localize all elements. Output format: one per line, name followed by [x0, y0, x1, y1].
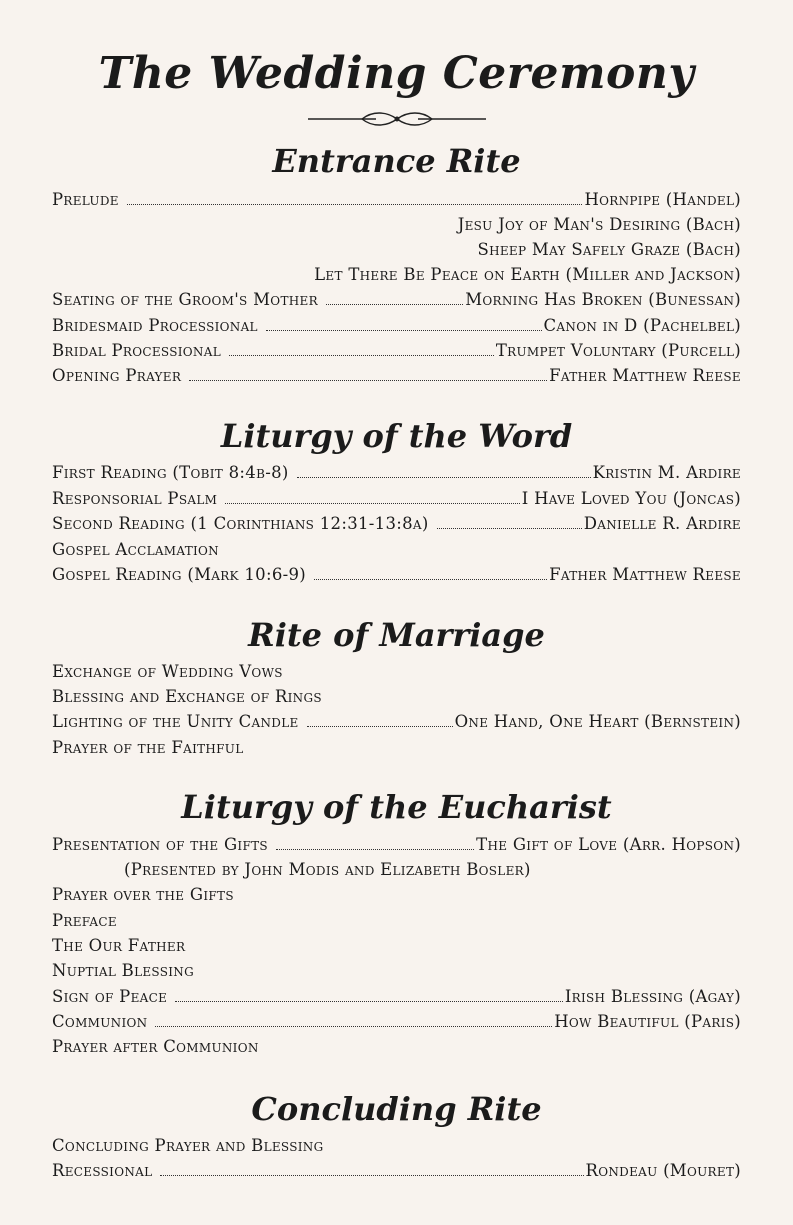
program-row: [52, 240, 741, 262]
section-heading-word: Liturgy of the Word: [220, 417, 573, 455]
row-label: Communion: [52, 1012, 148, 1031]
row-value: One Hand, One Heart (Bernstein): [454, 712, 741, 731]
row-label: Prayer over the Gifts: [52, 885, 234, 904]
row-label: Seating of the Groom's Mother: [52, 290, 318, 309]
row-value: The Gift of Love (Arr. Hopson): [476, 835, 741, 854]
program-row: [52, 835, 741, 857]
program-row: [52, 911, 741, 933]
program-row: [52, 738, 741, 760]
program-row: [52, 860, 741, 882]
dot-leader: [307, 726, 453, 727]
section-heading-eucharist: Liturgy of the Eucharist: [181, 788, 612, 826]
dot-leader: [225, 503, 520, 504]
row-label: Second Reading (1 Corinthians 12:31-13:8a): [52, 514, 429, 533]
row-label: Concluding Prayer and Blessing: [52, 1136, 324, 1155]
program-row: [52, 1136, 741, 1158]
row-label: Responsorial Psalm: [52, 489, 218, 508]
flourish-divider: [306, 108, 488, 130]
dot-leader: [326, 304, 463, 305]
row-label: Prelude: [52, 190, 119, 209]
program-row: [52, 190, 741, 212]
program-row: [52, 316, 741, 338]
row-value: Trumpet Voluntary (Purcell): [495, 341, 741, 360]
dot-leader: [297, 477, 591, 478]
section-heading-entrance: Entrance Rite: [272, 142, 521, 180]
dot-leader: [175, 1001, 563, 1002]
row-label: Recessional: [52, 1161, 153, 1180]
program-row: [52, 712, 741, 734]
row-value: Kristin M. Ardire: [592, 463, 741, 482]
row-label: Exchange of Wedding Vows: [52, 662, 283, 681]
program-row: [52, 565, 741, 587]
row-label: Presentation of the Gifts: [52, 835, 268, 854]
program-row: [52, 687, 741, 709]
row-value: I Have Loved You (Joncas): [521, 489, 741, 508]
program-row: [52, 885, 741, 907]
program-row: [52, 540, 741, 562]
dot-leader: [276, 849, 474, 850]
row-label: Bridesmaid Processional: [52, 316, 258, 335]
row-value: Canon in D (Pachelbel): [543, 316, 741, 335]
dot-leader: [160, 1175, 583, 1176]
row-label: Lighting of the Unity Candle: [52, 712, 299, 731]
dot-leader: [437, 528, 582, 529]
program-row: [52, 265, 741, 287]
program-row: [52, 1037, 741, 1059]
row-value: How Beautiful (Paris): [554, 1012, 741, 1031]
row-value: Rondeau (Mouret): [585, 1161, 741, 1180]
row-label: Gospel Reading (Mark 10:6-9): [52, 565, 307, 584]
program-row: [52, 514, 741, 536]
row-label: Blessing and Exchange of Rings: [52, 687, 322, 706]
row-label: Prayer after Communion: [52, 1037, 259, 1056]
row-label: Bridal Processional: [52, 341, 221, 360]
row-value: Let There Be Peace on Earth (Miller and Jackson): [314, 265, 741, 284]
row-label: First Reading (Tobit 8:4b-8): [52, 463, 289, 482]
program-row: [52, 662, 741, 684]
program-row: [52, 961, 741, 983]
row-label: Nuptial Blessing: [52, 961, 194, 980]
row-label: Sign of Peace: [52, 987, 168, 1006]
page-title: The Wedding Ceremony: [98, 48, 695, 99]
program-row: [52, 215, 741, 237]
program-row: [52, 1012, 741, 1034]
row-value: Hornpipe (Handel): [584, 190, 741, 209]
dot-leader: [127, 204, 583, 205]
row-label: Gospel Acclamation: [52, 540, 219, 559]
row-label: (Presented by John Modis and Elizabeth Bosler): [124, 860, 531, 879]
row-value: Irish Blessing (Agay): [564, 987, 741, 1006]
dot-leader: [155, 1026, 552, 1027]
row-value: Father Matthew Reese: [549, 366, 741, 385]
row-label: Prayer of the Faithful: [52, 738, 244, 757]
dot-leader: [314, 579, 547, 580]
section-heading-concluding: Concluding Rite: [251, 1090, 542, 1128]
row-value: Danielle R. Ardire: [583, 514, 741, 533]
program-row: [52, 366, 741, 388]
row-label: Preface: [52, 911, 117, 930]
program-row: [52, 1161, 741, 1183]
program-row: [52, 987, 741, 1009]
row-label: Opening Prayer: [52, 366, 182, 385]
row-value: Jesu Joy of Man's Desiring (Bach): [457, 215, 741, 234]
program-row: [52, 341, 741, 363]
row-label: The Our Father: [52, 936, 186, 955]
program-row: [52, 290, 741, 312]
row-value: Sheep May Safely Graze (Bach): [477, 240, 741, 259]
dot-leader: [189, 380, 547, 381]
row-value: Morning Has Broken (Bunessan): [465, 290, 741, 309]
program-row: [52, 489, 741, 511]
section-heading-marriage: Rite of Marriage: [248, 616, 545, 654]
program-row: [52, 463, 741, 485]
dot-leader: [266, 330, 542, 331]
program-row: [52, 936, 741, 958]
row-value: Father Matthew Reese: [549, 565, 741, 584]
dot-leader: [229, 355, 494, 356]
